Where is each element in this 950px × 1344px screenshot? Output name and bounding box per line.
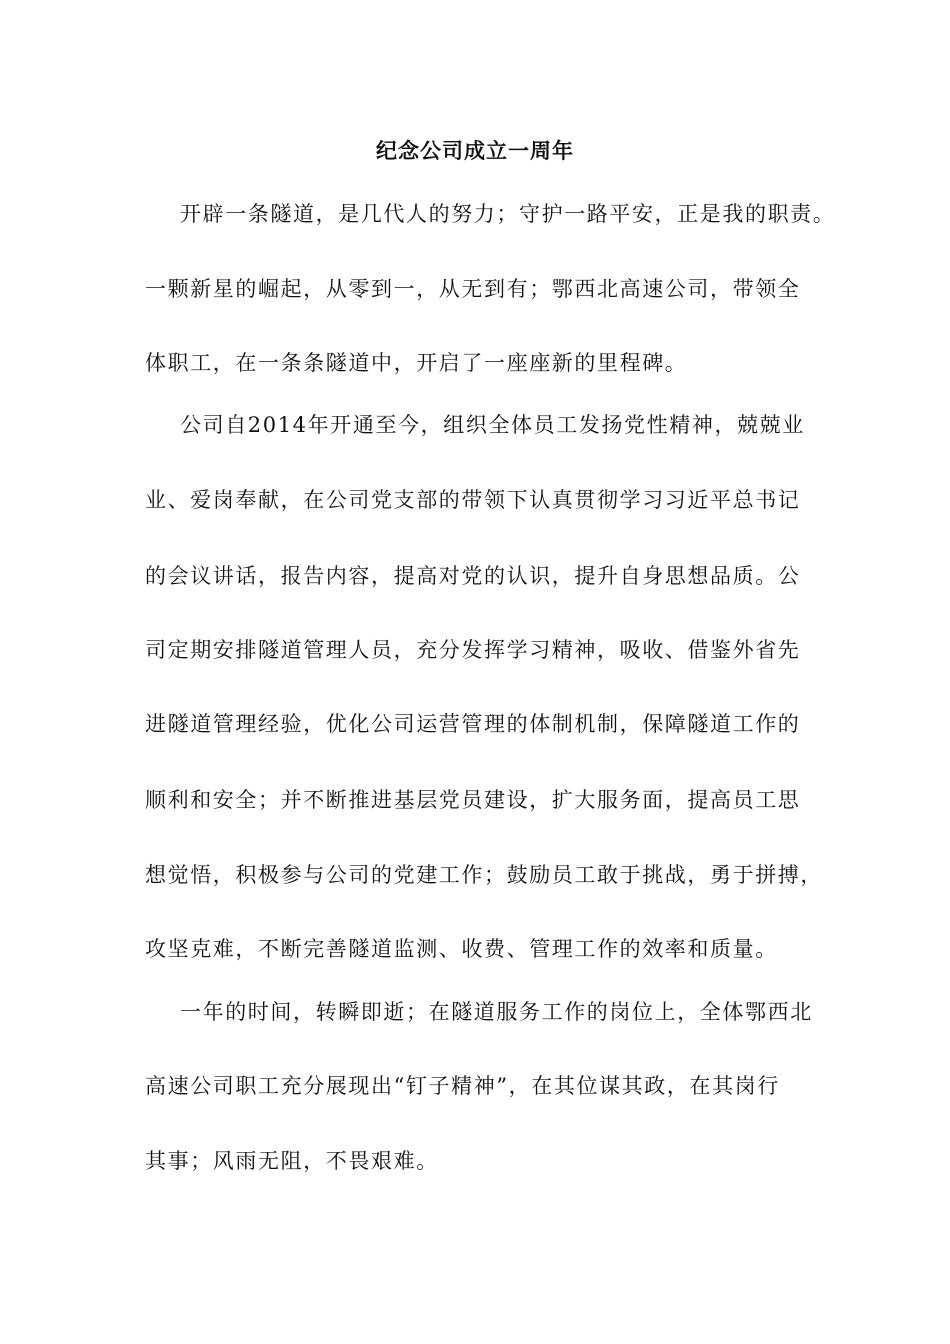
paragraph-2-line-6: 顺利和安全；并不断推进基层党员建设，扩大服务面，提高员工思 [145,788,801,812]
paragraph-2-line-2: 业、爱岗奉献，在公司党支部的带领下认真贯彻学习习近平总书记 [145,488,801,512]
paragraph-2-line-4: 司定期安排隧道管理人员，充分发挥学习精神，吸收、借鉴外省先 [145,638,801,662]
paragraph-2-line-5: 进隧道管理经验，优化公司运营管理的体制机制，保障隧道工作的 [145,712,801,736]
paragraph-1-line-1: 开辟一条隧道，是几代人的努力；守护一路平安，正是我的职责。 [180,202,836,226]
paragraph-3-line-2: 高速公司职工充分展现出“钉子精神”，在其位谋其政，在其岗行 [145,1074,780,1098]
paragraph-2-line-8: 攻坚克难，不断完善隧道监测、收费、管理工作的效率和质量。 [145,937,778,961]
paragraph-1-line-3: 体职工，在一条条隧道中，开启了一座座新的里程碑。 [145,351,688,375]
paragraph-2-line-7: 想觉悟，积极参与公司的党建工作；鼓励员工敢于挑战，勇于拼搏， [145,863,823,887]
paragraph-1-line-2: 一颗新星的崛起，从零到一，从无到有；鄂西北高速公司，带领全 [145,277,801,301]
paragraph-3-line-1: 一年的时间，转瞬即逝；在隧道服务工作的岗位上，全体鄂西北 [180,1000,813,1024]
paragraph-3-line-3: 其事；风雨无阻，不畏艰难。 [145,1149,439,1173]
paragraph-2-line-1: 公司自2014年开通至今，组织全体员工发扬党性精神，兢兢业 [180,413,805,437]
document-title: 纪念公司成立一周年 [376,138,574,163]
paragraph-2-line-3: 的会议讲话，报告内容，提高对党的认识，提升自身思想品质。公 [145,564,801,588]
